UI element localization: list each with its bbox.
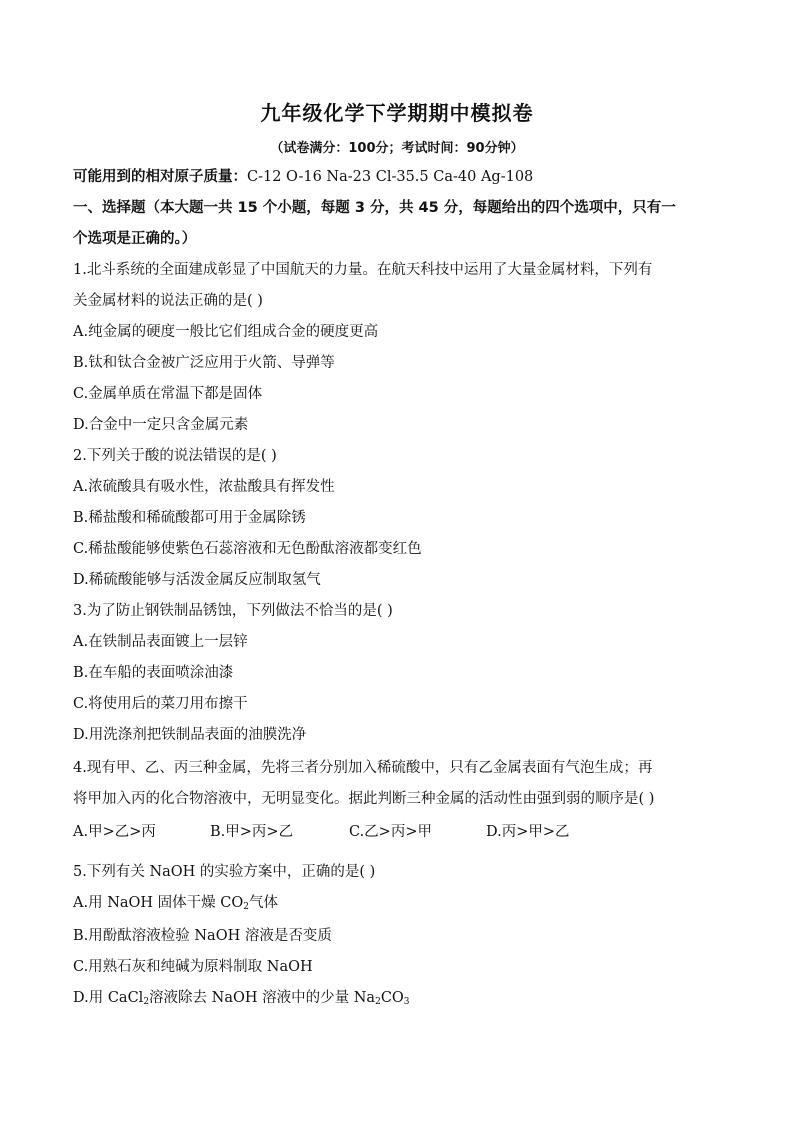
question-3-option-a: A.在铁制品表面镀上一层锌 [73, 634, 248, 650]
question-2-option-b: B.稀盐酸和稀硫酸都可用于金属除锈 [73, 510, 306, 526]
question-1-stem-line-1: 1.北斗系统的全面建成彰显了中国航天的力量。在航天科技中运用了大量金属材料，下列有 [73, 262, 653, 278]
question-4-option-b: B.甲>丙>乙 [210, 824, 294, 840]
question-5-option-c: C.用熟石灰和纯碱为原料制取 NaOH [73, 959, 313, 975]
question-4-stem-line-2: 将甲加入丙的化合物溶液中，无明显变化。据此判断三种金属的活动性由强到弱的顺序是( ) [73, 791, 655, 807]
question-1-option-a: A.纯金属的硬度一般比它们组成合金的硬度更高 [73, 324, 379, 340]
question-5-option-d [73, 988, 723, 1008]
exam-subtitle: （试卷满分：100分；考试时间：90分钟） [270, 141, 524, 156]
question-4-stem-line-1: 4.现有甲、乙、丙三种金属，先将三者分别加入稀硫酸中，只有乙金属表面有气泡生成；再 [73, 760, 653, 776]
question-5-option-b: B.用酚酞溶液检验 NaOH 溶液是否变质 [73, 928, 332, 944]
question-5-stem: 5.下列有关 NaOH 的实验方案中，正确的是( ) [73, 864, 376, 880]
question-4-options-row [73, 822, 723, 842]
subscript: 2 [375, 997, 381, 1007]
question-5-option-a [73, 893, 723, 913]
question-1-option-c: C.金属单质在常温下都是固体 [73, 386, 263, 402]
exam-title: 九年级化学下学期期中模拟卷 [260, 101, 534, 125]
question-2-stem: 2.下列关于酸的说法错误的是( ) [73, 448, 277, 464]
atomic-mass-values: C-12 O-16 Na-23 Cl-35.5 Ca-40 Ag-108 [247, 169, 534, 185]
question-3-option-b: B.在车船的表面喷涂油漆 [73, 665, 234, 681]
subscript: 3 [403, 997, 410, 1007]
atomic-mass-line [73, 167, 723, 187]
atomic-mass-label: 可能用到的相对原子质量： [73, 169, 247, 185]
question-5-option-d-text: D.用 CaCl [73, 990, 144, 1006]
section-heading-line-1: 一、选择题（本大题一共 15 个小题，每题 3 分，共 45 分，每题给出的四个选项中，只有一 [73, 200, 676, 216]
question-4-option-c: C.乙>丙>甲 [349, 824, 432, 840]
section-heading-line-2: 个选项是正确的。） [73, 231, 197, 247]
question-4-option-d: D.丙>甲>乙 [486, 824, 570, 840]
question-1-stem-line-2: 关金属材料的说法正确的是( ) [73, 293, 263, 309]
question-1-option-d: D.合金中一定只含金属元素 [73, 417, 249, 433]
question-3-option-c: C.将使用后的菜刀用布擦干 [73, 696, 248, 712]
question-3-option-d: D.用洗涤剂把铁制品表面的油膜洗净 [73, 727, 307, 743]
question-1-option-b: B.钛和钛合金被广泛应用于火箭、导弹等 [73, 355, 335, 371]
question-5-option-d-text-co: CO [380, 990, 404, 1006]
question-2-option-d: D.稀硫酸能够与活泼金属反应制取氢气 [73, 572, 321, 588]
question-3-stem: 3.为了防止钢铁制品锈蚀，下列做法不恰当的是( ) [73, 603, 393, 619]
question-5-option-a-text: A.用 NaOH 固体干燥 CO [73, 895, 244, 911]
question-4-option-a: A.甲>乙>丙 [73, 824, 156, 840]
question-5-option-a-text-end: 气体 [249, 895, 278, 911]
question-5-option-d-text-mid: 溶液除去 NaOH 溶液中的少量 Na [149, 990, 376, 1006]
question-2-option-a: A.浓硫酸具有吸水性，浓盐酸具有挥发性 [73, 479, 335, 495]
subscript: 2 [243, 902, 249, 912]
subscript: 2 [143, 997, 150, 1007]
question-2-option-c: C.稀盐酸能够使紫色石蕊溶液和无色酚酞溶液都变红色 [73, 541, 422, 557]
